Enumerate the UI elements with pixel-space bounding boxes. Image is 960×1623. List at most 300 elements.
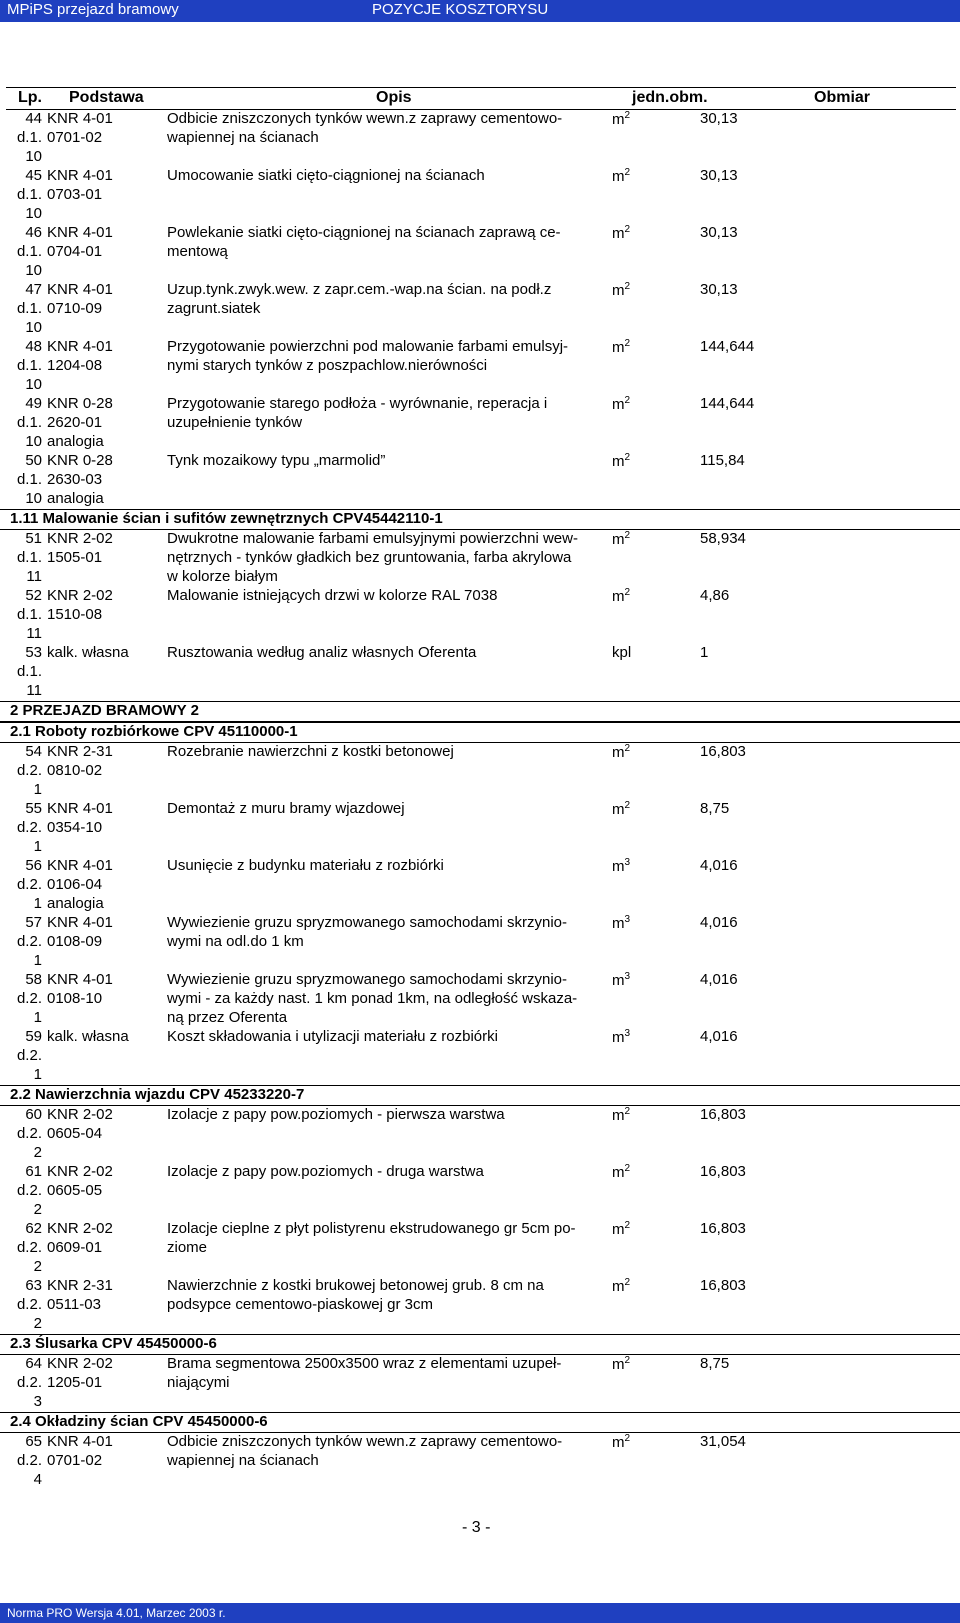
row-line bbox=[0, 1047, 960, 1066]
cell-unit bbox=[612, 743, 630, 761]
row-line bbox=[0, 549, 960, 568]
cell-lp: 4 bbox=[33, 1471, 42, 1488]
cell-qty: 1 bbox=[700, 644, 709, 661]
cell-lp: 60 bbox=[25, 1106, 42, 1123]
cell-basis: analogia bbox=[47, 433, 104, 450]
unit-exponent: 2 bbox=[624, 110, 631, 121]
cell-lp: 53 bbox=[25, 644, 42, 661]
row-line bbox=[0, 1433, 960, 1452]
cell-basis: analogia bbox=[47, 490, 104, 507]
cell-lp: 10 bbox=[25, 376, 42, 393]
cell-basis: KNR 4-01 bbox=[47, 914, 113, 931]
cell-qty: 58,934 bbox=[700, 530, 746, 547]
cell-basis: KNR 4-01 bbox=[47, 281, 113, 298]
cell-desc: Rusztowania według analiz własnych Oferenta bbox=[167, 644, 477, 661]
cell-qty: 16,803 bbox=[700, 1106, 746, 1123]
row-line bbox=[0, 857, 960, 876]
row-line bbox=[0, 186, 960, 205]
header-qty: Obmiar bbox=[814, 89, 871, 106]
page-number: - 3 - bbox=[462, 1519, 491, 1536]
row-line bbox=[0, 1125, 960, 1144]
cell-desc: Nawierzchnie z kostki brukowej betonowej grub. 8 cm na bbox=[167, 1277, 544, 1294]
cell-desc: nętrznych - tynków gładkich bez gruntowania, farba akrylowa bbox=[167, 549, 572, 566]
cell-lp: d.1. bbox=[16, 300, 42, 317]
cell-lp: d.2. bbox=[16, 1239, 42, 1256]
cell-unit bbox=[612, 281, 630, 299]
cell-basis: 2620-01 bbox=[47, 414, 103, 431]
row-line bbox=[0, 167, 960, 186]
cell-lp: 1 bbox=[33, 895, 42, 912]
cell-qty: 30,13 bbox=[700, 167, 738, 184]
cell-lp: d.2. bbox=[16, 762, 42, 779]
cell-basis: KNR 4-01 bbox=[47, 857, 113, 874]
cell-basis: 0701-02 bbox=[47, 129, 103, 146]
unit-base: m bbox=[612, 339, 625, 356]
cell-lp: 11 bbox=[26, 682, 42, 699]
cell-lp: 45 bbox=[25, 167, 42, 184]
cell-desc: Malowanie istniejących drzwi w kolorze RAL 7038 bbox=[167, 587, 498, 604]
cell-unit bbox=[612, 1028, 630, 1046]
table-row bbox=[0, 1220, 960, 1277]
cell-lp: 64 bbox=[25, 1355, 42, 1372]
row-line bbox=[0, 625, 960, 644]
cell-lp: d.2. bbox=[16, 819, 42, 836]
cell-desc: Izolacje z papy pow.poziomych - pierwsza warstwa bbox=[167, 1106, 505, 1123]
cell-basis: KNR 2-02 bbox=[47, 1163, 113, 1180]
header-lp: Lp. bbox=[18, 89, 42, 106]
cell-basis: 0605-05 bbox=[47, 1182, 103, 1199]
cell-basis: KNR 2-02 bbox=[47, 1106, 113, 1123]
row-line bbox=[0, 1471, 960, 1490]
cell-basis: 0108-09 bbox=[47, 933, 103, 950]
cell-unit bbox=[612, 1355, 630, 1373]
unit-base: m bbox=[612, 1356, 625, 1373]
row-line bbox=[0, 1066, 960, 1085]
cell-lp: d.1. bbox=[16, 243, 42, 260]
row-line bbox=[0, 1239, 960, 1258]
unit-exponent: 2 bbox=[624, 1163, 631, 1174]
cell-desc: ną przez Oferenta bbox=[167, 1009, 288, 1026]
cell-lp: 47 bbox=[25, 281, 42, 298]
cell-desc: wymi - za każdy nast. 1 km ponad 1km, na odległość wskaza- bbox=[167, 990, 578, 1007]
row-line bbox=[0, 895, 960, 914]
cell-desc: wymi na odl.do 1 km bbox=[167, 933, 304, 950]
cell-basis: KNR 4-01 bbox=[47, 971, 113, 988]
cell-unit bbox=[612, 971, 630, 989]
unit-base: m bbox=[612, 225, 625, 242]
cell-lp: 50 bbox=[25, 452, 42, 469]
table-row bbox=[0, 800, 960, 857]
cell-lp: d.2. bbox=[16, 1452, 42, 1469]
unit-base: m bbox=[612, 396, 625, 413]
row-line bbox=[0, 800, 960, 819]
table-row bbox=[0, 1277, 960, 1334]
cell-lp: 58 bbox=[25, 971, 42, 988]
cell-unit bbox=[612, 110, 630, 128]
cell-desc: Wywiezienie gruzu spryzmowanego samochodami skrzynio- bbox=[167, 971, 568, 988]
cell-desc: Demontaż z muru bramy wjazdowej bbox=[167, 800, 405, 817]
table-row bbox=[0, 1106, 960, 1163]
row-line bbox=[0, 110, 960, 129]
table-row bbox=[0, 857, 960, 914]
cell-unit bbox=[612, 167, 630, 185]
unit-exponent: 2 bbox=[624, 800, 631, 811]
row-line bbox=[0, 606, 960, 625]
footer-bar bbox=[0, 1603, 960, 1623]
cell-lp: 65 bbox=[25, 1433, 42, 1450]
cell-lp: 10 bbox=[25, 319, 42, 336]
row-line bbox=[0, 452, 960, 471]
cell-lp: 61 bbox=[25, 1163, 42, 1180]
unit-base: m bbox=[612, 972, 625, 989]
row-line bbox=[0, 262, 960, 281]
cell-qty: 30,13 bbox=[700, 110, 738, 127]
unit-base: m bbox=[612, 453, 625, 470]
cell-qty: 31,054 bbox=[700, 1433, 746, 1450]
table-row bbox=[0, 587, 960, 644]
cell-qty: 4,016 bbox=[700, 857, 738, 874]
unit-exponent: 2 bbox=[624, 338, 631, 349]
cell-basis: 0108-10 bbox=[47, 990, 103, 1007]
table-row bbox=[0, 1355, 960, 1412]
table-row bbox=[0, 224, 960, 281]
section-heading bbox=[0, 701, 960, 722]
unit-exponent: 3 bbox=[624, 914, 631, 925]
cell-basis: 0701-02 bbox=[47, 1452, 103, 1469]
cell-lp: 1 bbox=[33, 781, 42, 798]
unit-exponent: 2 bbox=[624, 530, 631, 541]
cell-basis: 0354-10 bbox=[47, 819, 103, 836]
cell-basis: KNR 4-01 bbox=[47, 1433, 113, 1450]
unit-exponent: 2 bbox=[624, 224, 631, 235]
cell-desc: w kolorze białym bbox=[167, 568, 278, 585]
cell-desc: Uzup.tynk.zwyk.wew. z zapr.cem.-wap.na ścian. na podł.z bbox=[167, 281, 552, 298]
unit-exponent: 2 bbox=[624, 1433, 631, 1444]
section-title: 2.4 Okładziny ścian CPV 45450000-6 bbox=[10, 1413, 268, 1430]
table-row bbox=[0, 452, 960, 509]
unit-exponent: 2 bbox=[624, 1277, 631, 1288]
section-title: 1.11 Malowanie ścian i sufitów zewnętrznych CPV45442110-1 bbox=[10, 510, 443, 527]
unit-exponent: 2 bbox=[624, 743, 631, 754]
cell-basis: KNR 0-28 bbox=[47, 452, 113, 469]
row-line bbox=[0, 414, 960, 433]
unit-base: m bbox=[612, 531, 625, 548]
cell-qty: 16,803 bbox=[700, 1277, 746, 1294]
table-header bbox=[6, 87, 956, 110]
cell-desc: Tynk mozaikowy typu „marmolid” bbox=[167, 452, 386, 469]
row-line bbox=[0, 1220, 960, 1239]
section-title: 2.2 Nawierzchnia wjazdu CPV 45233220-7 bbox=[10, 1086, 305, 1103]
cell-lp: 52 bbox=[25, 587, 42, 604]
cell-basis: KNR 4-01 bbox=[47, 110, 113, 127]
cell-basis: KNR 4-01 bbox=[47, 338, 113, 355]
cell-unit bbox=[612, 800, 630, 818]
cell-basis: 1205-01 bbox=[47, 1374, 103, 1391]
row-line bbox=[0, 490, 960, 509]
cell-lp: 63 bbox=[25, 1277, 42, 1294]
row-line bbox=[0, 243, 960, 262]
cell-desc: wapiennej na ścianach bbox=[167, 129, 319, 146]
cell-basis: KNR 2-31 bbox=[47, 743, 113, 760]
cell-lp: 51 bbox=[25, 530, 42, 547]
header-unit: jedn.obm. bbox=[632, 89, 708, 106]
cell-lp: 2 bbox=[33, 1315, 42, 1332]
cell-desc: mentową bbox=[167, 243, 228, 260]
cell-qty: 16,803 bbox=[700, 743, 746, 760]
cell-basis: 0511-03 bbox=[47, 1296, 101, 1313]
cell-basis: 0609-01 bbox=[47, 1239, 103, 1256]
row-line bbox=[0, 914, 960, 933]
row-line bbox=[0, 876, 960, 895]
app-title: MPiPS przejazd bramowy bbox=[7, 1, 179, 18]
cell-basis: KNR 2-02 bbox=[47, 587, 113, 604]
cell-unit bbox=[612, 1106, 630, 1124]
cell-unit bbox=[612, 1277, 630, 1295]
unit-base: kpl bbox=[612, 644, 632, 661]
cell-basis: analogia bbox=[47, 895, 104, 912]
row-line bbox=[0, 1182, 960, 1201]
cell-lp: 54 bbox=[25, 743, 42, 760]
section-title: 2.1 Roboty rozbiórkowe CPV 45110000-1 bbox=[10, 723, 298, 740]
row-line bbox=[0, 1163, 960, 1182]
cell-desc: Usunięcie z budynku materiału z rozbiórki bbox=[167, 857, 444, 874]
table-row bbox=[0, 395, 960, 452]
row-line bbox=[0, 530, 960, 549]
cell-lp: 1 bbox=[33, 952, 42, 969]
row-line bbox=[0, 1009, 960, 1028]
cell-desc: uzupełnienie tynków bbox=[167, 414, 303, 431]
cell-unit bbox=[612, 857, 630, 875]
cell-qty: 16,803 bbox=[700, 1220, 746, 1237]
cell-lp: d.2. bbox=[16, 876, 42, 893]
cell-lp: 44 bbox=[25, 110, 42, 127]
row-line bbox=[0, 1374, 960, 1393]
unit-base: m bbox=[612, 1221, 625, 1238]
row-line bbox=[0, 224, 960, 243]
cell-basis: KNR 4-01 bbox=[47, 167, 113, 184]
cell-qty: 30,13 bbox=[700, 224, 738, 241]
cell-qty: 16,803 bbox=[700, 1163, 746, 1180]
cell-desc: Odbicie zniszczonych tynków wewn.z zaprawy cementowo- bbox=[167, 1433, 563, 1450]
row-line bbox=[0, 781, 960, 800]
cell-qty: 115,84 bbox=[700, 452, 745, 469]
section-heading bbox=[0, 1412, 960, 1433]
row-line bbox=[0, 395, 960, 414]
footer-text: Norma PRO Wersja 4.01, Marzec 2003 r. bbox=[7, 1606, 226, 1620]
cell-lp: 56 bbox=[25, 857, 42, 874]
unit-base: m bbox=[612, 588, 625, 605]
row-line bbox=[0, 743, 960, 762]
cell-desc: Przygotowanie powierzchni pod malowanie farbami emulsyj- bbox=[167, 338, 569, 355]
cell-lp: 10 bbox=[25, 490, 42, 507]
cell-unit bbox=[612, 530, 630, 548]
row-line bbox=[0, 319, 960, 338]
cell-lp: 1 bbox=[33, 1066, 42, 1083]
cell-lp: 10 bbox=[25, 262, 42, 279]
cell-basis: 1505-01 bbox=[47, 549, 103, 566]
row-line bbox=[0, 682, 960, 701]
cell-lp: d.2. bbox=[16, 1182, 42, 1199]
row-line bbox=[0, 838, 960, 857]
table-row bbox=[0, 110, 960, 167]
unit-exponent: 2 bbox=[624, 395, 631, 406]
cell-desc: Przygotowanie starego podłoża - wyrównanie, reperacja i bbox=[167, 395, 548, 412]
cell-lp: d.1. bbox=[16, 129, 42, 146]
cell-desc: wapiennej na ścianach bbox=[167, 1452, 319, 1469]
cell-lp: d.2. bbox=[16, 1296, 42, 1313]
cell-qty: 4,86 bbox=[700, 587, 730, 604]
cell-lp: d.1. bbox=[16, 357, 42, 374]
table-row bbox=[0, 743, 960, 800]
cell-unit bbox=[612, 587, 630, 605]
header-desc: Opis bbox=[376, 89, 412, 106]
cell-lp: 62 bbox=[25, 1220, 42, 1237]
cell-basis: KNR 2-02 bbox=[47, 1220, 113, 1237]
unit-base: m bbox=[612, 111, 625, 128]
table-row bbox=[0, 1163, 960, 1220]
unit-exponent: 2 bbox=[624, 452, 631, 463]
cell-desc: ziome bbox=[167, 1239, 208, 1256]
unit-base: m bbox=[612, 1107, 625, 1124]
unit-exponent: 2 bbox=[624, 281, 631, 292]
table-row bbox=[0, 281, 960, 338]
table-row bbox=[0, 1433, 960, 1490]
cell-lp: 55 bbox=[25, 800, 42, 817]
cell-basis: kalk. własna bbox=[47, 644, 129, 661]
unit-base: m bbox=[612, 744, 625, 761]
row-line bbox=[0, 1393, 960, 1412]
cell-basis: 2630-03 bbox=[47, 471, 103, 488]
cell-qty: 144,644 bbox=[700, 395, 755, 412]
unit-exponent: 3 bbox=[624, 971, 631, 982]
cell-lp: 1 bbox=[33, 1009, 42, 1026]
cell-desc: podsypce cementowo-piaskowej gr 3cm bbox=[167, 1296, 433, 1313]
cell-desc: Rozebranie nawierzchni z kostki betonowej bbox=[167, 743, 454, 760]
row-line bbox=[0, 129, 960, 148]
cell-lp: d.1. bbox=[16, 606, 42, 623]
cell-basis: KNR 0-28 bbox=[47, 395, 113, 412]
cell-unit bbox=[612, 1433, 630, 1451]
cell-desc: Wywiezienie gruzu spryzmowanego samochodami skrzynio- bbox=[167, 914, 568, 931]
cell-basis: kalk. własna bbox=[47, 1028, 129, 1045]
cell-desc: niającymi bbox=[167, 1374, 230, 1391]
row-line bbox=[0, 433, 960, 452]
cell-lp: 57 bbox=[25, 914, 42, 931]
cell-lp: 10 bbox=[25, 433, 42, 450]
cell-qty: 8,75 bbox=[700, 1355, 730, 1372]
cell-lp: 46 bbox=[25, 224, 42, 241]
table-row bbox=[0, 338, 960, 395]
row-line bbox=[0, 376, 960, 395]
cell-unit bbox=[612, 644, 631, 661]
cell-unit bbox=[612, 914, 630, 932]
cell-basis: KNR 2-31 bbox=[47, 1277, 113, 1294]
row-line bbox=[0, 1144, 960, 1163]
row-line bbox=[0, 933, 960, 952]
unit-base: m bbox=[612, 168, 625, 185]
unit-exponent: 3 bbox=[624, 1028, 631, 1039]
table-row bbox=[0, 530, 960, 587]
title-bar bbox=[0, 0, 960, 22]
cell-lp: 2 bbox=[33, 1144, 42, 1161]
section-title: 2.3 Ślusarka CPV 45450000-6 bbox=[10, 1335, 217, 1352]
row-line bbox=[0, 587, 960, 606]
cell-lp: d.1. bbox=[16, 471, 42, 488]
cell-unit bbox=[612, 1220, 630, 1238]
unit-exponent: 3 bbox=[624, 857, 631, 868]
cell-basis: 0704-01 bbox=[47, 243, 103, 260]
unit-base: m bbox=[612, 1278, 625, 1295]
row-line bbox=[0, 663, 960, 682]
cell-qty: 4,016 bbox=[700, 971, 738, 988]
cell-lp: d.2. bbox=[16, 1125, 42, 1142]
cell-unit bbox=[612, 395, 630, 413]
unit-base: m bbox=[612, 1164, 625, 1181]
cell-desc: Brama segmentowa 2500x3500 wraz z elementami uzupeł- bbox=[167, 1355, 562, 1372]
table-row bbox=[0, 971, 960, 1028]
cell-desc: Umocowanie siatki cięto-ciągnionej na ścianach bbox=[167, 167, 485, 184]
unit-base: m bbox=[612, 801, 625, 818]
section-title: 2 PRZEJAZD BRAMOWY 2 bbox=[10, 702, 199, 719]
row-line bbox=[0, 1028, 960, 1047]
cell-lp: 2 bbox=[33, 1201, 42, 1218]
cell-lp: 48 bbox=[25, 338, 42, 355]
row-line bbox=[0, 952, 960, 971]
section-heading bbox=[0, 722, 960, 743]
section-heading bbox=[0, 1085, 960, 1106]
cell-lp: 11 bbox=[26, 625, 42, 642]
cell-unit bbox=[612, 1163, 630, 1181]
cell-lp: d.2. bbox=[16, 933, 42, 950]
cell-lp: 2 bbox=[33, 1258, 42, 1275]
row-line bbox=[0, 819, 960, 838]
cell-lp: 10 bbox=[25, 205, 42, 222]
row-line bbox=[0, 300, 960, 319]
row-line bbox=[0, 644, 960, 663]
cell-basis: KNR 2-02 bbox=[47, 1355, 113, 1372]
row-line bbox=[0, 1106, 960, 1125]
cell-lp: 1 bbox=[33, 838, 42, 855]
cost-items-table bbox=[0, 110, 960, 1490]
cell-basis: 1204-08 bbox=[47, 357, 103, 374]
cell-unit bbox=[612, 224, 630, 242]
cell-lp: 49 bbox=[25, 395, 42, 412]
cell-desc: Odbicie zniszczonych tynków wewn.z zaprawy cementowo- bbox=[167, 110, 563, 127]
cell-lp: d.1. bbox=[16, 414, 42, 431]
cell-lp: 10 bbox=[25, 148, 42, 165]
unit-exponent: 2 bbox=[624, 167, 631, 178]
cell-lp: 59 bbox=[25, 1028, 42, 1045]
unit-base: m bbox=[612, 1029, 625, 1046]
unit-base: m bbox=[612, 1434, 625, 1451]
row-line bbox=[0, 1452, 960, 1471]
cell-basis: 0810-02 bbox=[47, 762, 103, 779]
cell-desc: Dwukrotne malowanie farbami emulsyjnymi powierzchni wew- bbox=[167, 530, 578, 547]
cell-desc: zagrunt.siatek bbox=[167, 300, 261, 317]
cell-desc: Izolacje z papy pow.poziomych - druga warstwa bbox=[167, 1163, 484, 1180]
cell-qty: 30,13 bbox=[700, 281, 738, 298]
cell-basis: 0106-04 bbox=[47, 876, 103, 893]
unit-exponent: 2 bbox=[624, 587, 631, 598]
row-line bbox=[0, 357, 960, 376]
row-line bbox=[0, 762, 960, 781]
row-line bbox=[0, 1355, 960, 1374]
table-row bbox=[0, 1028, 960, 1085]
table-row bbox=[0, 167, 960, 224]
row-line bbox=[0, 338, 960, 357]
cell-qty: 8,75 bbox=[700, 800, 730, 817]
unit-exponent: 2 bbox=[624, 1220, 631, 1231]
